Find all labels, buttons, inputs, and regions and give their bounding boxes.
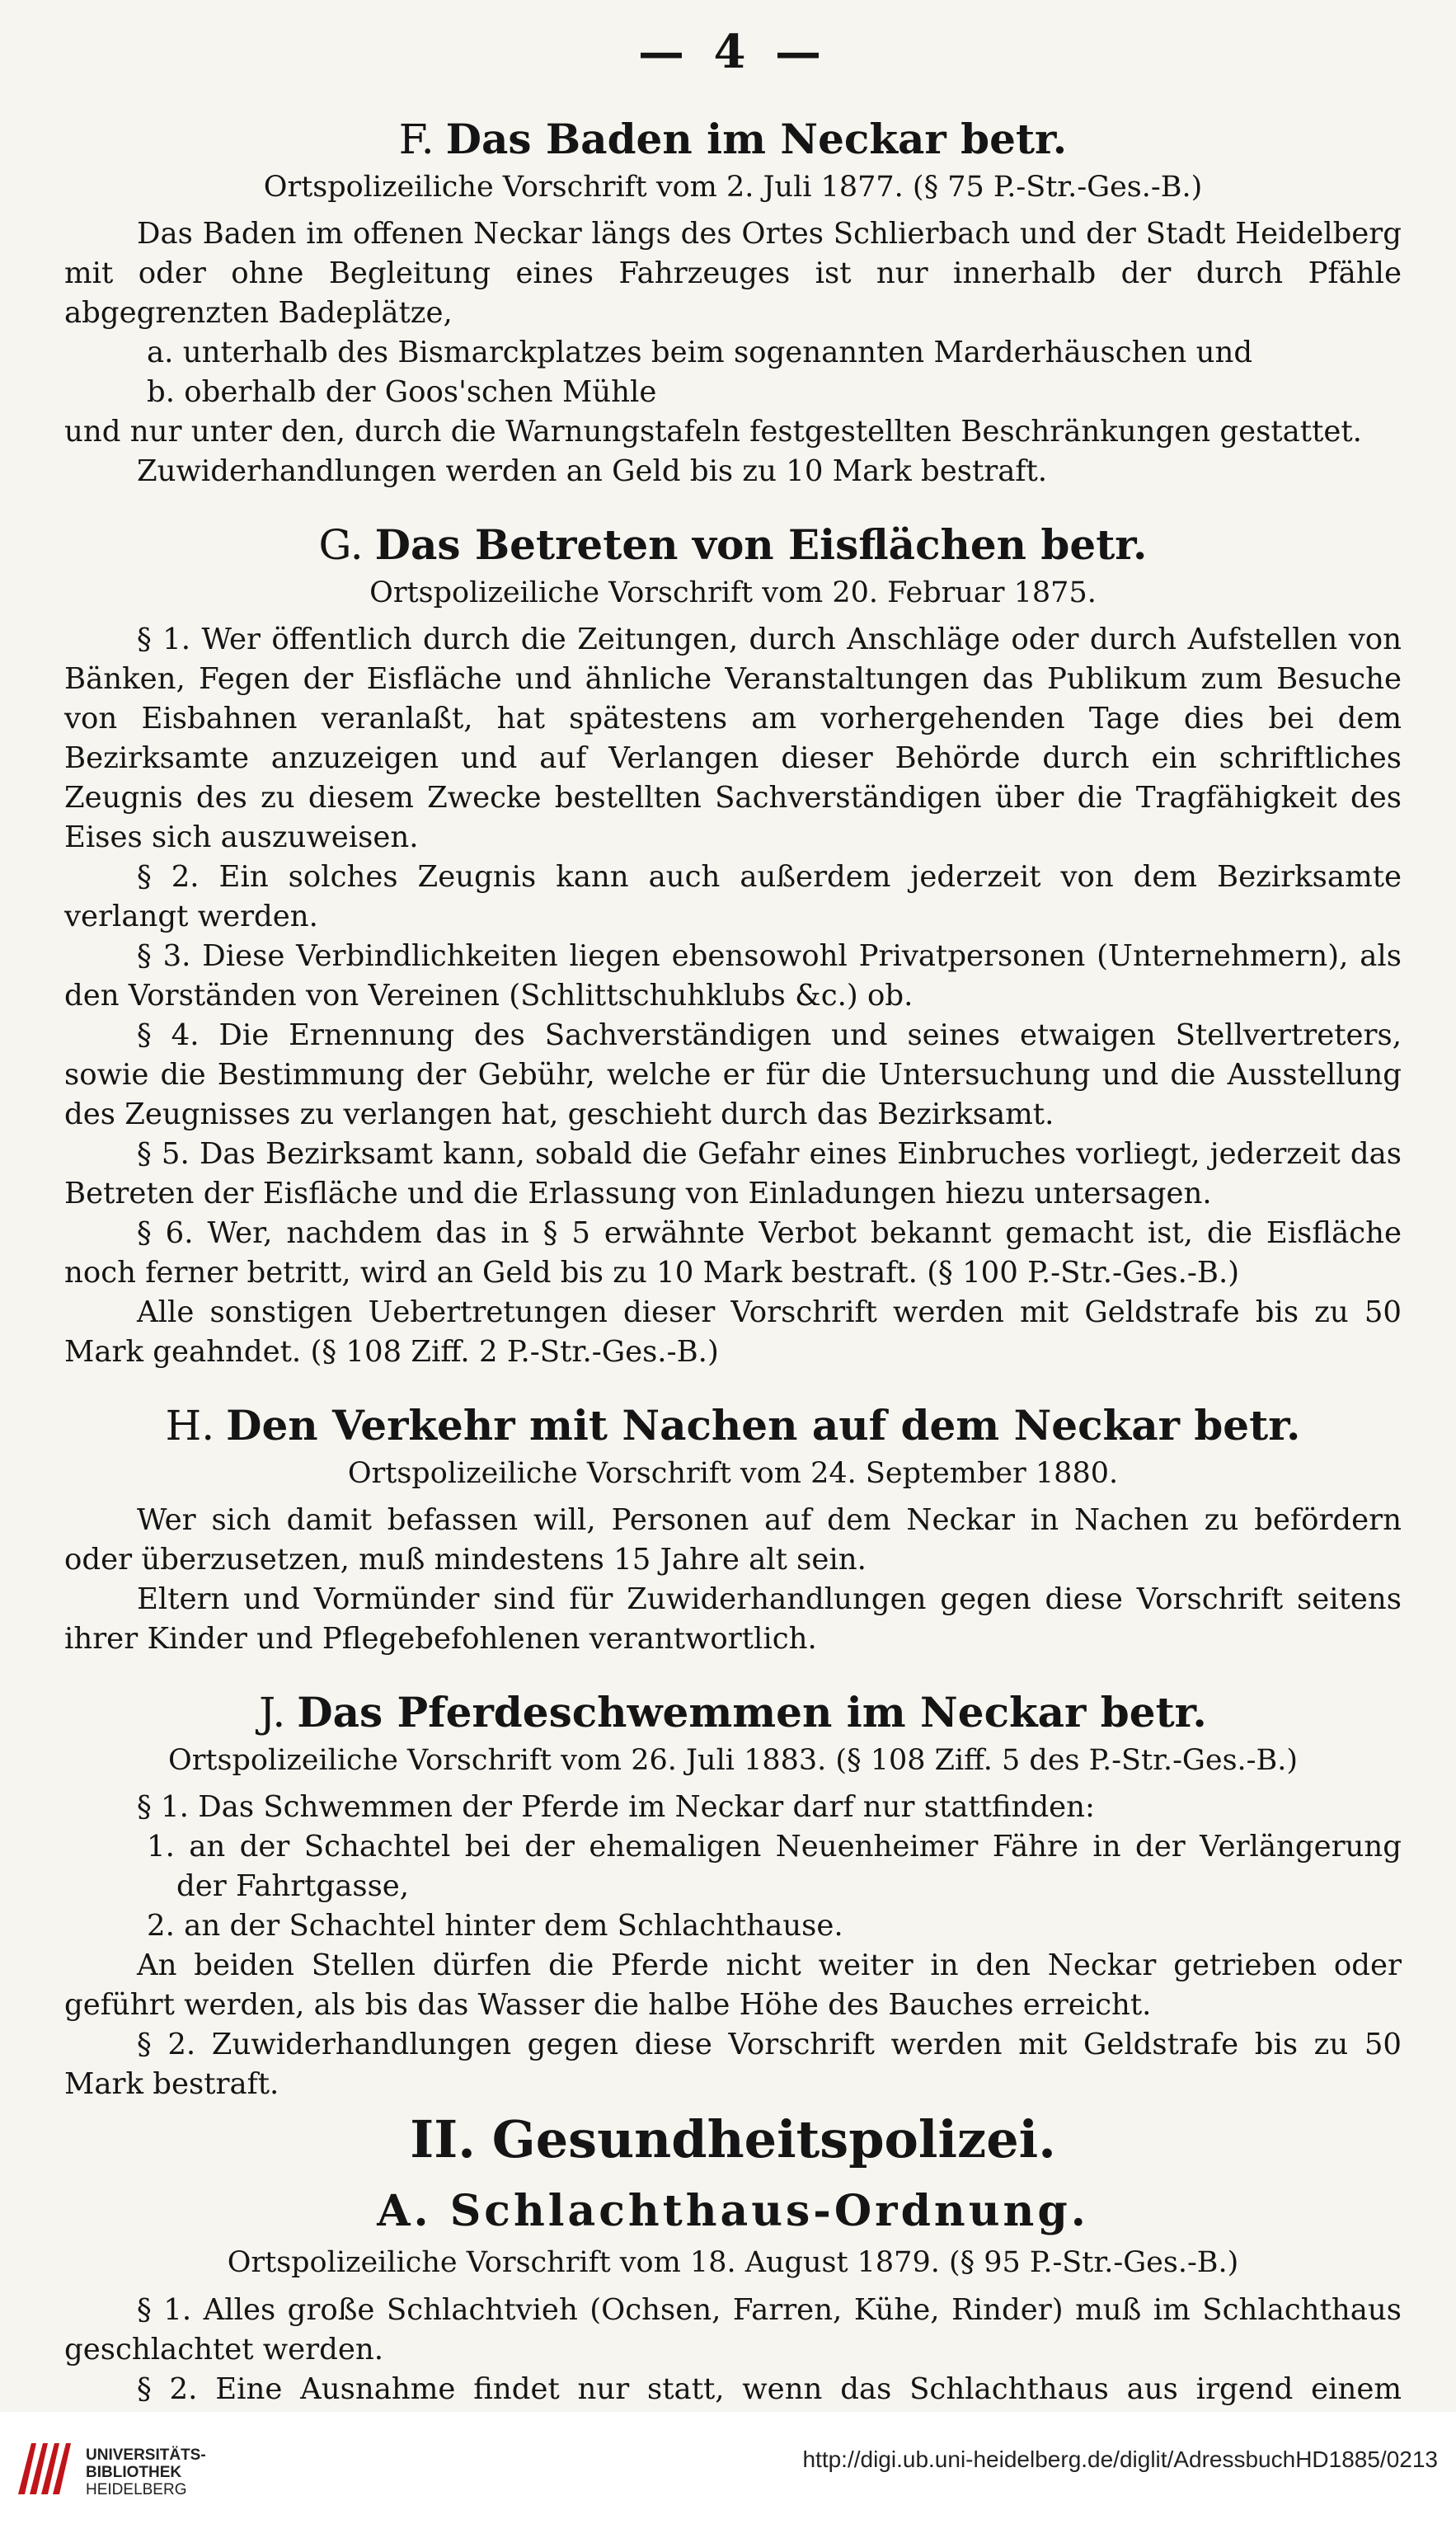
section-letter: H.	[165, 1402, 215, 1450]
list-item: a. unterhalb des Bismarckplatzes beim sogenannten Marderhäuschen und	[147, 336, 1253, 369]
section-subtitle: Ortspolizeiliche Vorschrift vom 18. August 1879. (§ 95 P.-Str.-Ges.-B.)	[227, 2246, 1239, 2279]
section-title	[64, 2186, 1402, 2236]
paragraph: Das Baden im offenen Neckar längs des Ortes Schlierbach und der Stadt Heidelberg mit oder ohne Begleitung eines Fahrzeuges ist nur innerhalb der durch Pfähle abgegrenzten Badeplätze,	[64, 217, 1402, 330]
section-g	[64, 521, 1402, 1372]
section-letter: F.	[398, 115, 434, 163]
paragraph: und nur unter den, durch die Warnungstafeln festgestellten Beschränkungen gestattet.	[64, 415, 1362, 449]
section-title-text: Den Verkehr mit Nachen auf dem Neckar betr.	[226, 1401, 1301, 1450]
document-page	[64, 25, 1402, 2449]
section-h	[64, 1402, 1402, 1659]
section-title	[64, 1689, 1402, 1737]
chapter-title	[64, 2109, 1402, 2169]
paragraph: § 3. Diese Verbindlichkeiten liegen ebensowohl Privatpersonen (Unternehmern), als den Vorständen von Vereinen (Schlittschuhklubs &c.) ob.	[64, 939, 1402, 1013]
section-subtitle: Ortspolizeiliche Vorschrift vom 26. Juli 1883. (§ 108 Ziff. 5 des P.-Str.-Ges.-B.)	[168, 1743, 1298, 1777]
section-j	[64, 1689, 1402, 2104]
paragraph: § 2. Ein solches Zeugnis kann auch außerdem jederzeit von dem Bezirksamte verlangt werden.	[64, 860, 1402, 933]
paragraph: Eltern und Vormünder sind für Zuwiderhandlungen gegen diese Vorschrift seitens ihrer Kinder und Pflegebefohlenen verantwortlich.	[64, 1582, 1402, 1656]
section-f	[64, 115, 1402, 491]
list-item: 2. an der Schachtel hinter dem Schlachthause.	[147, 1909, 843, 1943]
section-title-text: Schlachthaus-Ordnung.	[449, 2186, 1089, 2236]
paragraph: § 2. Eine Ausnahme findet nur statt, wenn das Schlachthaus aus irgend einem	[137, 2371, 1402, 2406]
section-letter: G.	[318, 521, 364, 569]
paragraph: § 2. Zuwiderhandlungen gegen diese Vorschrift werden mit Geldstrafe bis zu 50 Mark bestraft.	[64, 2028, 1402, 2101]
institution-name	[86, 2446, 206, 2498]
section-subtitle: Ortspolizeiliche Vorschrift vom 2. Juli 1877. (§ 75 P.-Str.-Ges.-B.)	[263, 170, 1203, 204]
page-number: — 4 —	[638, 25, 828, 79]
section-title-text: Das Pferdeschwemmen im Neckar betr.	[297, 1688, 1207, 1737]
paragraph: An beiden Stellen dürfen die Pferde nicht weiter in den Neckar getrieben oder geführt werden, als bis das Wasser die halbe Höhe des Bauches erreicht.	[64, 1948, 1402, 2022]
footer-bar	[0, 2412, 1456, 2524]
paragraph: Wer sich damit befassen will, Personen auf dem Neckar in Nachen zu befördern oder überzusetzen, muß mindestens 15 Jahre alt sein.	[64, 1503, 1402, 1577]
list-item: 1. an der Schachtel bei der ehemaligen Neuenheimer Fähre in der Verlängerung der Fahrtgasse,	[147, 1830, 1402, 1903]
section-subtitle: Ortspolizeiliche Vorschrift vom 24. September 1880.	[347, 1456, 1119, 1490]
institution-line: BIBLIOTHEK	[86, 2464, 182, 2481]
section-subtitle: Ortspolizeiliche Vorschrift vom 20. Februar 1875.	[369, 576, 1097, 609]
section-title	[64, 521, 1402, 570]
source-url-link[interactable]: http://digi.ub.uni-heidelberg.de/diglit/AdressbuchHD1885/0213	[802, 2446, 1438, 2472]
section-title	[64, 115, 1402, 164]
section-title	[64, 1402, 1402, 1450]
university-library-logo-icon	[12, 2435, 77, 2501]
section-letter: J.	[259, 1689, 286, 1737]
section-letter: A.	[377, 2186, 432, 2236]
paragraph: Alle sonstigen Uebertretungen dieser Vorschrift werden mit Geldstrafe bis zu 50 Mark geahndet. (§ 108 Ziff. 2 P.-Str.-Ges.-B.)	[64, 1295, 1402, 1369]
paragraph: § 1. Das Schwemmen der Pferde im Neckar darf nur stattfinden:	[137, 1790, 1096, 1824]
section-title-text: Das Baden im Neckar betr.	[445, 115, 1068, 163]
chapter-numeral: II.	[410, 2109, 476, 2169]
section-title-text: Das Betreten von Eisflächen betr.	[374, 520, 1148, 569]
paragraph: § 4. Die Ernennung des Sachverständigen und seines etwaigen Stellvertreters, sowie die Bestimmung der Gebühr, welche er für die Untersuchung und die Ausstellung des Zeugnisses zu verlangen hat, geschieht durch das Bezirksamt.	[64, 1018, 1402, 1131]
paragraph: § 1. Alles große Schlachtvieh (Ochsen, Farren, Kühe, Rinder) muß im Schlachthaus geschlachtet werden.	[64, 2292, 1402, 2367]
institution-line: HEIDELBERG	[86, 2481, 187, 2498]
paragraph: § 6. Wer, nachdem das in § 5 erwähnte Verbot bekannt gemacht ist, die Eisfläche noch ferner betritt, wird an Geld bis zu 10 Mark bestraft. (§ 100 P.-Str.-Ges.-B.)	[64, 1216, 1402, 1290]
paragraph: § 1. Wer öffentlich durch die Zeitungen, durch Anschläge oder durch Aufstellen von Bänken, Fegen der Eisfläche und ähnliche Veranstaltungen das Publikum zum Besuche von Eisbahnen veranlaßt, hat spätestens am vorhergehenden Tage dies bei dem Bezirksamte anzuzeigen und auf Verlangen dieser Behörde durch ein schriftliches Zeugnis des zu diesem Zwecke bestellten Sachverständigen über die Tragfähigkeit des Eises sich auszuweisen.	[64, 623, 1402, 854]
chapter-title-text: Gesundheitspolizei.	[491, 2109, 1056, 2169]
paragraph: Zuwiderhandlungen werden an Geld bis zu 10 Mark bestraft.	[137, 454, 1048, 488]
paragraph: § 5. Das Bezirksamt kann, sobald die Gefahr eines Einbruches vorliegt, jederzeit das Betreten der Eisfläche und die Erlassung von Einladungen hiezu untersagen.	[64, 1137, 1402, 1210]
section-a	[64, 2186, 1402, 2449]
institution-line: UNIVERSITÄTS-	[86, 2446, 206, 2464]
list-item: b. oberhalb der Goos'schen Mühle	[147, 375, 657, 409]
